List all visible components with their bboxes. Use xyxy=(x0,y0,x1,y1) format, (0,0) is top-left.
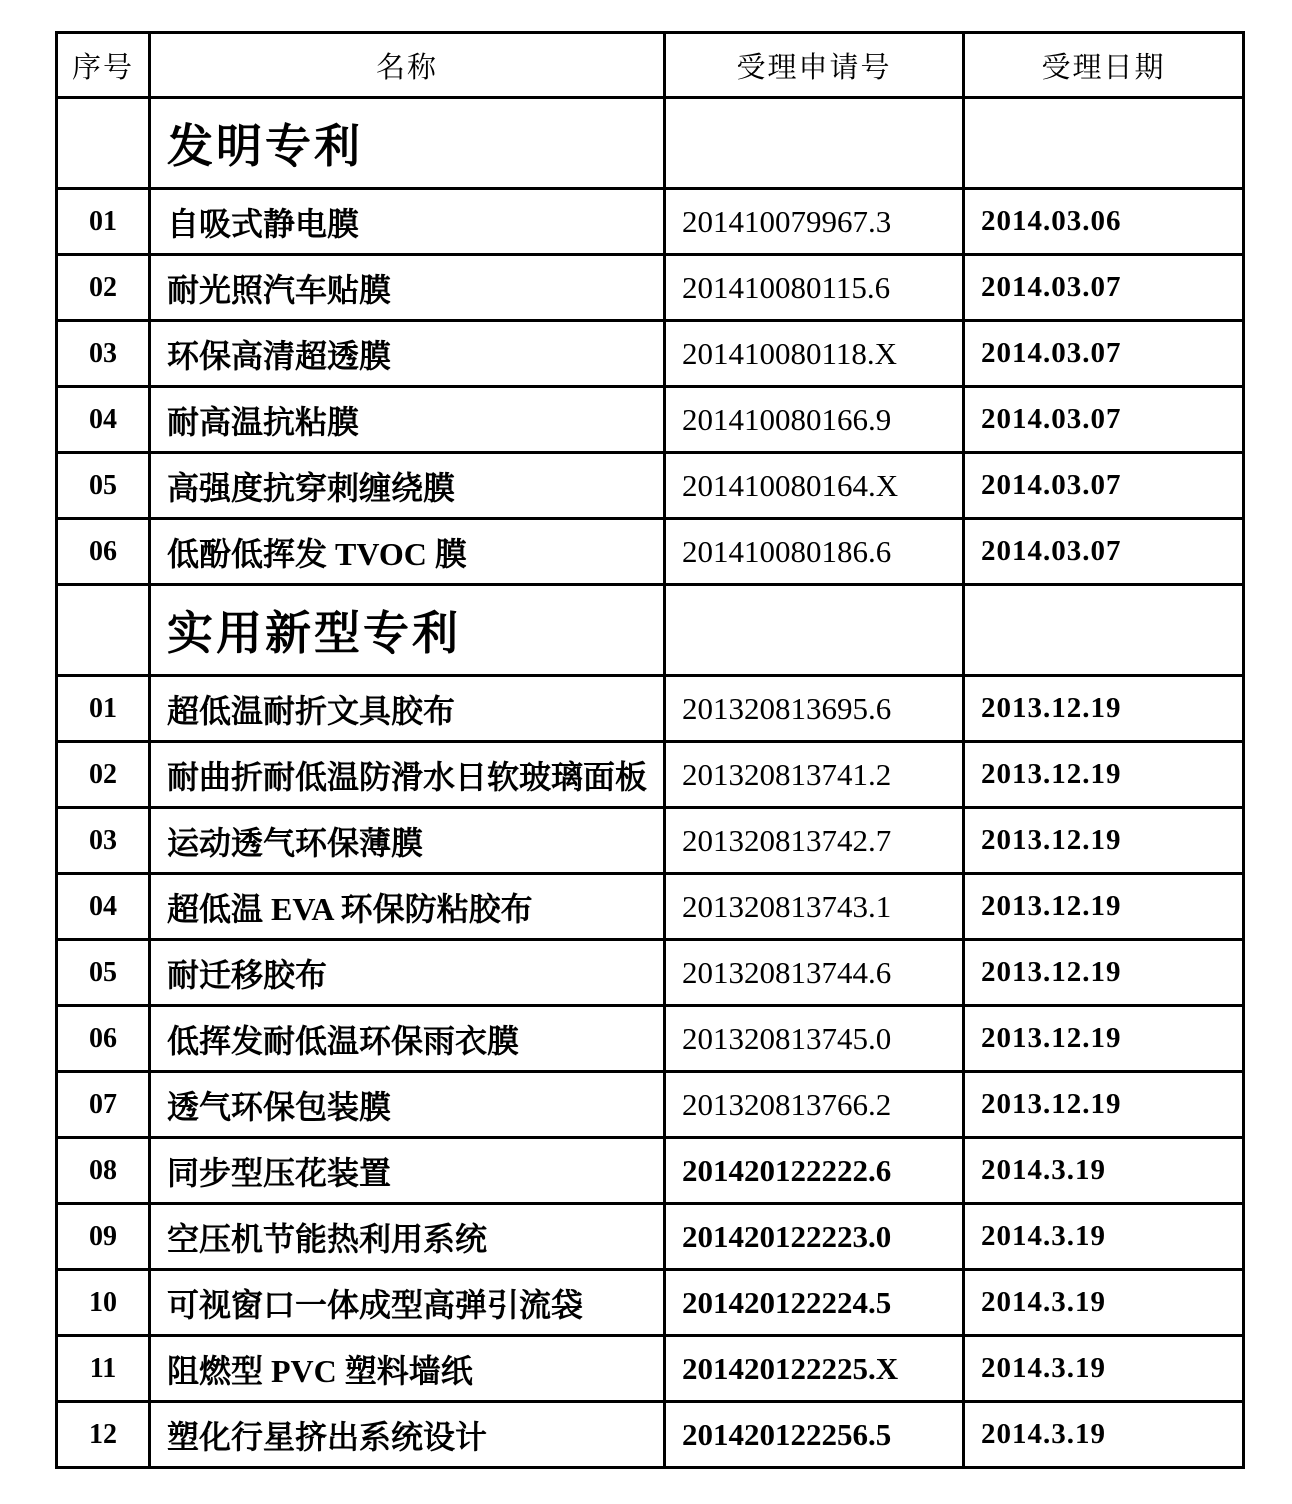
row-app-number: 201320813695.6 xyxy=(665,676,964,742)
table-row xyxy=(57,874,1244,940)
row-date: 2014.3.19 xyxy=(964,1402,1244,1468)
row-date: 2014.3.19 xyxy=(964,1270,1244,1336)
row-serial: 03 xyxy=(57,321,150,387)
table-row xyxy=(57,1072,1244,1138)
row-name: 耐光照汽车贴膜 xyxy=(150,255,665,321)
row-name: 超低温 EVA 环保防粘胶布 xyxy=(150,874,665,940)
header-cell-date: 受理日期 xyxy=(964,33,1244,98)
table-row xyxy=(57,1138,1244,1204)
row-name: 耐曲折耐低温防滑水日软玻璃面板 xyxy=(150,742,665,808)
empty-cell xyxy=(665,98,964,189)
row-serial: 04 xyxy=(57,874,150,940)
row-serial: 07 xyxy=(57,1072,150,1138)
row-name: 耐迁移胶布 xyxy=(150,940,665,1006)
table-row xyxy=(57,1336,1244,1402)
row-serial: 05 xyxy=(57,940,150,1006)
row-name: 阻燃型 PVC 塑料墙纸 xyxy=(150,1336,665,1402)
row-name: 低挥发耐低温环保雨衣膜 xyxy=(150,1006,665,1072)
row-serial: 09 xyxy=(57,1204,150,1270)
row-name: 环保高清超透膜 xyxy=(150,321,665,387)
empty-cell xyxy=(665,585,964,676)
empty-cell xyxy=(964,585,1244,676)
row-name: 低酚低挥发 TVOC 膜 xyxy=(150,519,665,585)
row-app-number: 201320813744.6 xyxy=(665,940,964,1006)
row-serial: 02 xyxy=(57,255,150,321)
table-row xyxy=(57,1204,1244,1270)
section-title-utility: 实用新型专利 xyxy=(150,585,665,676)
table-row xyxy=(57,1270,1244,1336)
row-date: 2014.03.07 xyxy=(964,255,1244,321)
row-app-number: 201410080166.9 xyxy=(665,387,964,453)
table-row xyxy=(57,387,1244,453)
row-name: 高强度抗穿刺缠绕膜 xyxy=(150,453,665,519)
row-serial: 04 xyxy=(57,387,150,453)
row-name: 超低温耐折文具胶布 xyxy=(150,676,665,742)
row-serial: 12 xyxy=(57,1402,150,1468)
row-serial: 01 xyxy=(57,676,150,742)
row-app-number: 201420122222.6 xyxy=(665,1138,964,1204)
row-date: 2014.3.19 xyxy=(964,1204,1244,1270)
row-date: 2014.03.07 xyxy=(964,453,1244,519)
row-serial: 02 xyxy=(57,742,150,808)
row-serial: 06 xyxy=(57,519,150,585)
row-name: 自吸式静电膜 xyxy=(150,189,665,255)
row-serial: 01 xyxy=(57,189,150,255)
row-app-number: 201410080115.6 xyxy=(665,255,964,321)
row-app-number: 201320813745.0 xyxy=(665,1006,964,1072)
empty-cell xyxy=(57,98,150,189)
row-app-number: 201410080186.6 xyxy=(665,519,964,585)
table-row xyxy=(57,1006,1244,1072)
row-name: 耐高温抗粘膜 xyxy=(150,387,665,453)
row-app-number: 201320813743.1 xyxy=(665,874,964,940)
row-name: 同步型压花装置 xyxy=(150,1138,665,1204)
row-app-number: 201420122224.5 xyxy=(665,1270,964,1336)
row-serial: 10 xyxy=(57,1270,150,1336)
row-serial: 06 xyxy=(57,1006,150,1072)
row-date: 2013.12.19 xyxy=(964,1006,1244,1072)
table-row xyxy=(57,940,1244,1006)
table-row xyxy=(57,321,1244,387)
table-row xyxy=(57,1402,1244,1468)
header-cell-name: 名称 xyxy=(150,33,665,98)
row-date: 2013.12.19 xyxy=(964,808,1244,874)
row-date: 2014.03.06 xyxy=(964,189,1244,255)
row-date: 2013.12.19 xyxy=(964,874,1244,940)
row-app-number: 201320813741.2 xyxy=(665,742,964,808)
row-app-number: 201420122223.0 xyxy=(665,1204,964,1270)
table-row xyxy=(57,676,1244,742)
row-date: 2013.12.19 xyxy=(964,940,1244,1006)
row-app-number: 201410079967.3 xyxy=(665,189,964,255)
row-app-number: 201320813742.7 xyxy=(665,808,964,874)
row-date: 2014.3.19 xyxy=(964,1336,1244,1402)
empty-cell xyxy=(964,98,1244,189)
row-app-number: 201420122256.5 xyxy=(665,1402,964,1468)
row-name: 可视窗口一体成型高弹引流袋 xyxy=(150,1270,665,1336)
row-date: 2014.3.19 xyxy=(964,1138,1244,1204)
row-name: 透气环保包装膜 xyxy=(150,1072,665,1138)
row-name: 空压机节能热利用系统 xyxy=(150,1204,665,1270)
row-serial: 11 xyxy=(57,1336,150,1402)
table-row xyxy=(57,189,1244,255)
header-cell-app-no: 受理申请号 xyxy=(665,33,964,98)
row-date: 2013.12.19 xyxy=(964,742,1244,808)
patent-table xyxy=(55,31,1245,1469)
row-app-number: 201320813766.2 xyxy=(665,1072,964,1138)
table-row xyxy=(57,742,1244,808)
row-serial: 08 xyxy=(57,1138,150,1204)
row-date: 2014.03.07 xyxy=(964,519,1244,585)
row-date: 2013.12.19 xyxy=(964,676,1244,742)
header-cell-serial: 序号 xyxy=(57,33,150,98)
row-date: 2013.12.19 xyxy=(964,1072,1244,1138)
table-row xyxy=(57,519,1244,585)
row-serial: 05 xyxy=(57,453,150,519)
row-name: 塑化行星挤出系统设计 xyxy=(150,1402,665,1468)
row-name: 运动透气环保薄膜 xyxy=(150,808,665,874)
row-app-number: 201410080118.X xyxy=(665,321,964,387)
row-app-number: 201410080164.X xyxy=(665,453,964,519)
table-row xyxy=(57,808,1244,874)
row-date: 2014.03.07 xyxy=(964,387,1244,453)
table-header-row xyxy=(57,33,1244,98)
row-app-number: 201420122225.X xyxy=(665,1336,964,1402)
row-date: 2014.03.07 xyxy=(964,321,1244,387)
section-row-invention xyxy=(57,98,1244,189)
section-title-invention: 发明专利 xyxy=(150,98,665,189)
table-row xyxy=(57,453,1244,519)
section-row-utility xyxy=(57,585,1244,676)
table-row xyxy=(57,255,1244,321)
empty-cell xyxy=(57,585,150,676)
row-serial: 03 xyxy=(57,808,150,874)
